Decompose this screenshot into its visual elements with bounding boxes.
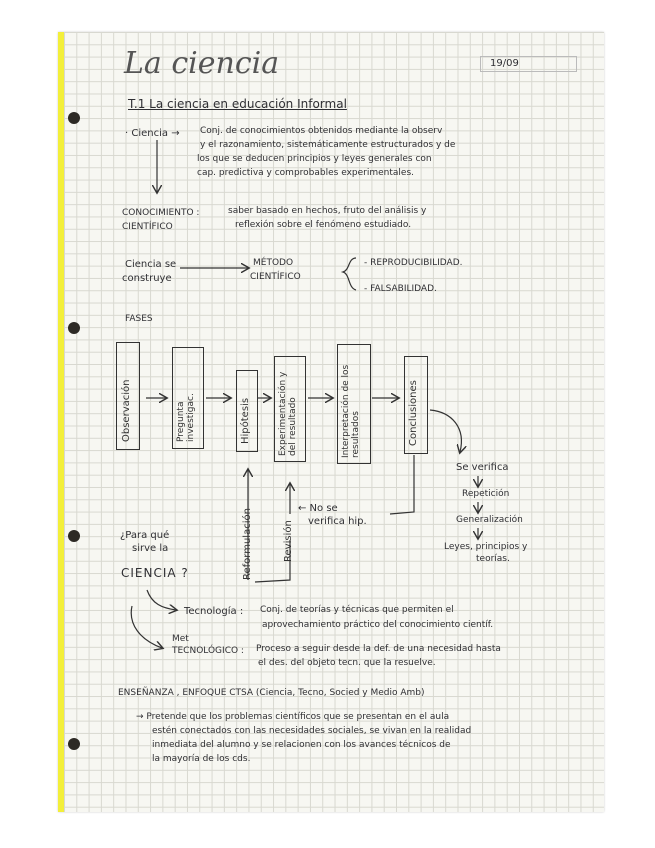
teaching-line: → Pretende que los problemas científicos que se presentan en el aula [136,712,450,722]
teaching-line: estén conectados con las necesidades sociales, se vivan en la realidad [152,726,472,736]
knowledge-label: CIENTÍFICO [122,222,173,232]
method-label: Ciencia se [125,259,177,270]
method-tech-label: TECNOLÓGICO : [172,646,244,656]
definition-line: Conj. de conocimientos obtenidos mediante la observ [200,126,443,136]
outcome-line: teorías. [476,554,510,564]
knowledge-label: CONOCIMIENTO : [122,208,200,218]
method-name: CIENTÍFICO [250,272,301,282]
no-verify-label: verifica hip. [308,516,367,527]
page-date: 19/09 [490,58,519,69]
purpose-question: sirve la [132,543,169,554]
technology-text: Conj. de teorías y técnicas que permiten el [260,605,454,615]
purpose-science: CIENCIA ? [121,566,189,580]
teaching-heading: ENSEÑANZA , ENFOQUE CTSA (Ciencia, Tecno, Socied y Medio Amb) [118,688,425,698]
phase-hypothesis: Hipótesis [240,397,251,444]
definition-label: · Ciencia → [125,128,180,139]
no-verify-label: ← No se [298,503,338,514]
method-tech-label: Met [172,634,189,644]
method-tech-text: el des. del objeto tecn. que la resuelve. [258,658,436,668]
method-label: construye [122,273,172,284]
technology-text: aprovechamiento práctico del conocimiento científ. [262,620,494,630]
phase-question: Pregunta investigac. [176,393,196,442]
knowledge-text: reflexión sobre el fenómeno estudiado. [235,220,412,230]
phase-observation: Observación [121,379,132,442]
technology-label: Tecnología : [184,606,244,617]
definition-line: cap. predictiva y comprobables experimentales. [197,168,414,178]
phases-title: FASES [125,314,153,324]
page-title: La ciencia [124,46,280,81]
definition-line: los que se deducen principios y leyes generales con [197,154,432,164]
purpose-question: ¿Para qué [120,530,170,541]
phase-conclusions: Conclusiones [408,380,419,446]
outcome-line: Generalización [456,515,523,525]
outcome-line: Leyes, principios y [444,542,528,552]
revision-label: Revisión [283,520,294,562]
phase-experimentation: Experimentación y del resultado [278,371,298,456]
phase-interpretation: Interpretación de los resultados [341,364,361,458]
method-name: MÉTODO [253,258,294,268]
reformulation-label: Reformulación [242,508,253,580]
method-property: - FALSABILIDAD. [364,284,437,294]
definition-line: y el razonamiento, sistemáticamente estructurados y de [200,140,456,150]
method-property: - REPRODUCIBILIDAD. [364,258,463,268]
knowledge-text: saber basado en hechos, fruto del análisis y [228,206,427,216]
teaching-line: inmediata del alumno y se relacionen con los avances técnicos de [152,740,451,750]
topic-heading: T.1 La ciencia en educación Informal [128,97,347,111]
method-tech-text: Proceso a seguir desde la def. de una necesidad hasta [256,644,501,654]
teaching-line: la mayoría de los cds. [152,754,251,764]
outcome-line: Se verifica [456,462,509,473]
outcome-line: Repetición [462,489,510,499]
